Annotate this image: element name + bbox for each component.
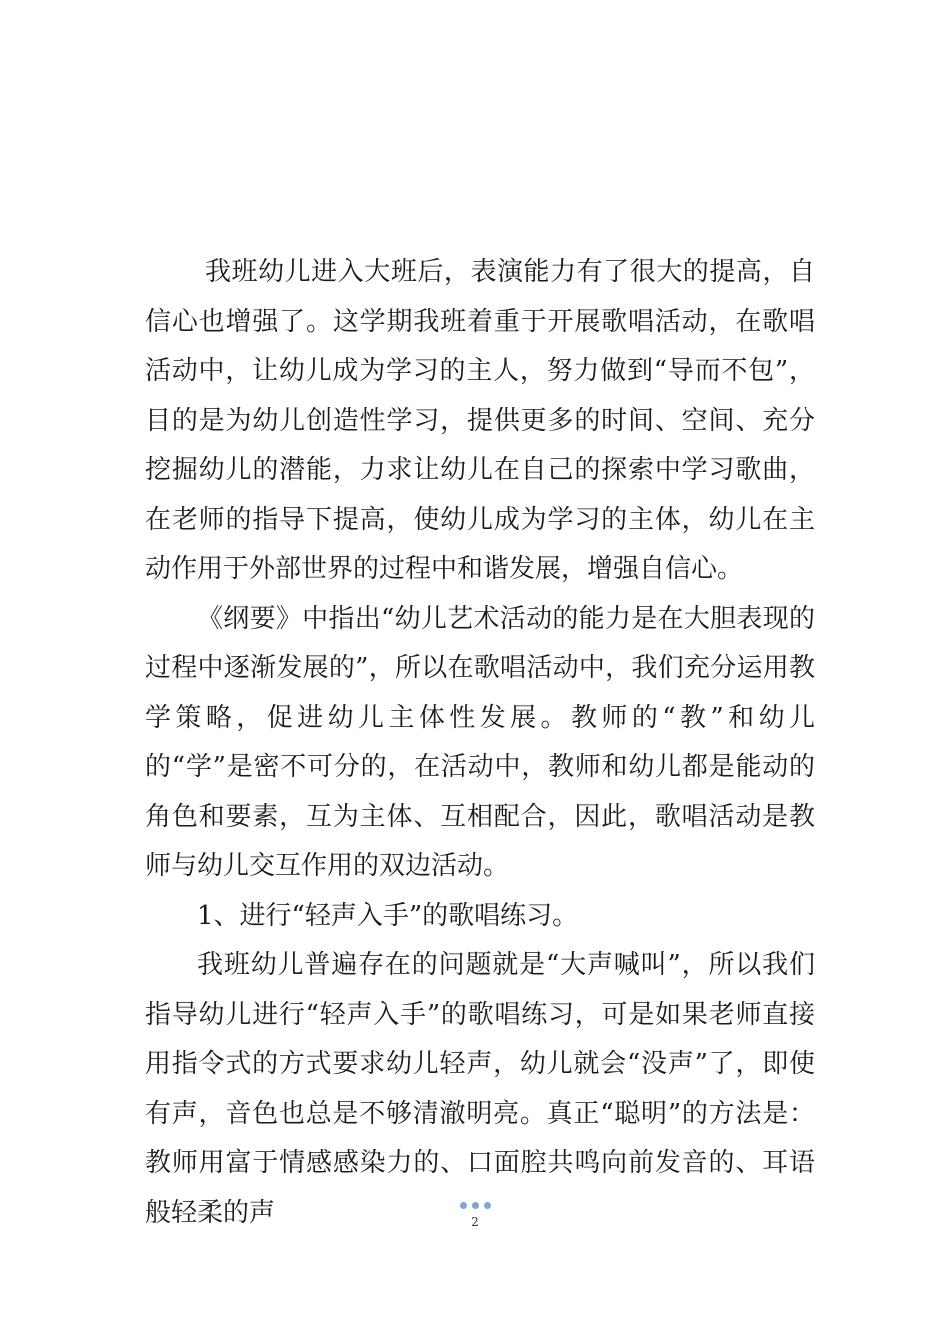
paragraph-3-heading: 1、进行“轻声入手”的歌唱练习。 (197, 900, 579, 931)
paragraph-2: 《纲要》中指出“幼儿艺术活动的能力是在大胆表现的过程中逐渐发展的”，所以在歌唱活动中，我们充分运用教学策略，促进幼儿主体性发展。教师的“教”和幼儿的“学”是密不可分的，在活动中，教师和幼儿都是能动的角色和要素，互为主体、互相配合，因此，歌唱活动是教师与幼儿交互作用的双边活动。 (145, 603, 815, 881)
page-number: 2 (471, 1215, 479, 1229)
footer-dots-icon (0, 1200, 950, 1212)
dot-icon (484, 1202, 491, 1209)
dot-icon (472, 1202, 479, 1209)
paragraph-1: 我班幼儿进入大班后，表演能力有了很大的提高，自信心也增强了。这学期我班着重于开展歌唱活动，在歌唱活动中，让幼儿成为学习的主人，努力做到“导而不包”，目的是为幼儿创造性学习，提供更多的时间、空间、充分挖掘幼儿的潜能，力求让幼儿在自己的探索中学习歌曲，在老师的指导下提高，使幼儿成为学习的主体，幼儿在主动作用于外部世界的过程中和谐发展，增强自信心。 (145, 257, 815, 584)
dot-icon (460, 1202, 467, 1209)
paragraph-4: 我班幼儿普遍存在的问题就是“大声喊叫”，所以我们指导幼儿进行“轻声入手”的歌唱练习，可是如果老师直接用指令式的方式要求幼儿轻声，幼儿就会“没声”了，即使有声，音色也总是不够清澈明亮。真正“聪明”的方法是：教师用富于情感感染力的、口面腔共鸣向前发音的、耳语般轻柔的声 (145, 950, 815, 1228)
document-body (145, 248, 815, 1238)
